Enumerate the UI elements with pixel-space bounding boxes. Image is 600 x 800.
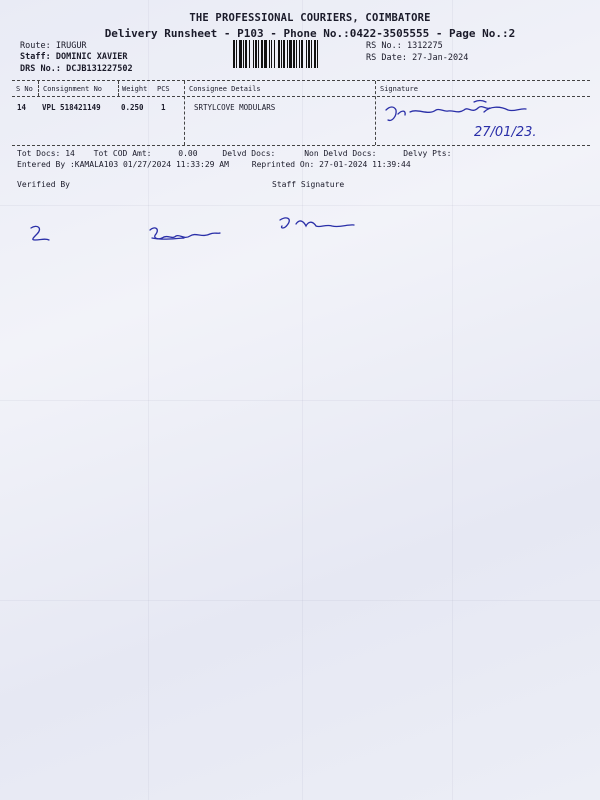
barcode-bar [314, 40, 316, 68]
tot-docs-value: 14 [65, 149, 75, 158]
barcode-bar [236, 40, 237, 68]
receiver-signature [378, 96, 558, 146]
route-label: Route: [20, 41, 51, 51]
rs-no-value: 1312275 [406, 41, 443, 51]
barcode-bar [258, 40, 259, 68]
entered-by-line [17, 160, 411, 169]
barcode-image [233, 40, 357, 68]
delvy-pts-label: Delvy Pts: [403, 149, 452, 158]
paper-crease [0, 400, 600, 401]
paper-crease [0, 205, 600, 206]
barcode-bar [311, 40, 312, 68]
barcode-bar [299, 40, 300, 68]
verifier-initial [25, 222, 55, 246]
barcode-bar [253, 40, 254, 68]
rs-no-line [366, 41, 443, 51]
staff-value: DOMINIC XAVIER [55, 52, 128, 62]
staff-signature-label: Staff Signature [272, 180, 345, 189]
column-divider [118, 81, 119, 96]
barcode-bar [271, 40, 272, 68]
entered-by: Entered By :KAMALA103 01/27/2024 11:33:29 AM [17, 160, 229, 169]
cell-weight: 0.250 [121, 103, 144, 112]
staff-signature [274, 214, 358, 236]
tot-cod-label: Tot COD Amt: [93, 149, 152, 158]
column-divider [38, 81, 39, 96]
column-header-weight: Weight [122, 85, 148, 93]
column-header-consignment: Consignment No [43, 85, 103, 93]
barcode-bar [233, 40, 235, 68]
tot-docs-label: Tot Docs: [17, 149, 61, 158]
cell-consignment-no: VPL 518421149 [42, 103, 101, 112]
staff-label: Staff: [20, 52, 51, 62]
column-divider [375, 81, 376, 145]
runsheet-subtitle: Delivery Runsheet - P103 - Phone No.:0422-3505555 - Page No.:2 [104, 27, 516, 40]
barcode-bar [281, 40, 282, 68]
barcode-bar [317, 40, 318, 68]
barcode-bar [287, 40, 288, 68]
barcode-bar [264, 40, 267, 68]
barcode-bar [245, 40, 247, 68]
cell-sno: 14 [17, 103, 27, 112]
delvd-docs-label: Delvd Docs: [222, 149, 276, 158]
barcode-bar [289, 40, 292, 68]
route-value: IRUGUR [55, 41, 87, 51]
column-header-consignee: Consignee Details [189, 85, 261, 93]
rs-date-value: 27-Jan-2024 [412, 53, 469, 63]
column-header-pcs: PCS [157, 85, 170, 93]
barcode-bar [306, 40, 307, 68]
barcode-bar [255, 40, 257, 68]
barcode-bar [239, 40, 242, 68]
rs-date-label: RS Date: [366, 53, 407, 63]
route-line [20, 41, 87, 51]
cell-pcs: 1 [161, 103, 166, 112]
column-header-sno: S No [16, 85, 33, 93]
column-header-signature: Signature [380, 85, 418, 93]
staff-line [20, 52, 128, 62]
barcode-bar [278, 40, 280, 68]
drs-value: DCJB131227502 [66, 64, 133, 74]
reprinted-on: Reprinted On: 27-01-2024 11:39:44 [251, 160, 411, 169]
paper-crease [0, 600, 600, 601]
table-top-rule [12, 80, 590, 81]
totals-line [17, 149, 451, 158]
barcode-bar [269, 40, 270, 68]
barcode-bar [296, 40, 297, 68]
cell-consignee: SRTYLCOVE MODULARS [194, 103, 276, 112]
barcode-bar [293, 40, 295, 68]
barcode-bar [261, 40, 263, 68]
barcode-bar [249, 40, 250, 68]
barcode-bar [301, 40, 303, 68]
barcode-bar [308, 40, 310, 68]
receiver-signature-date: 27/01/23. [474, 125, 537, 140]
barcode-bar [243, 40, 244, 68]
column-divider [184, 81, 185, 145]
tot-cod-value: 0.00 [178, 149, 198, 158]
non-delvd-docs-label: Non Delvd Docs: [304, 149, 377, 158]
company-name: THE PROFESSIONAL COURIERS, COIMBATORE [189, 12, 431, 24]
drs-line [20, 64, 133, 74]
verified-by-label: Verified By [17, 180, 70, 189]
rs-no-label: RS No.: [366, 41, 402, 51]
barcode-bar [283, 40, 285, 68]
barcode-bar [274, 40, 275, 68]
drs-label: DRS No.: [20, 64, 61, 74]
verifier-signature [140, 224, 230, 246]
rs-date-line [366, 53, 468, 63]
